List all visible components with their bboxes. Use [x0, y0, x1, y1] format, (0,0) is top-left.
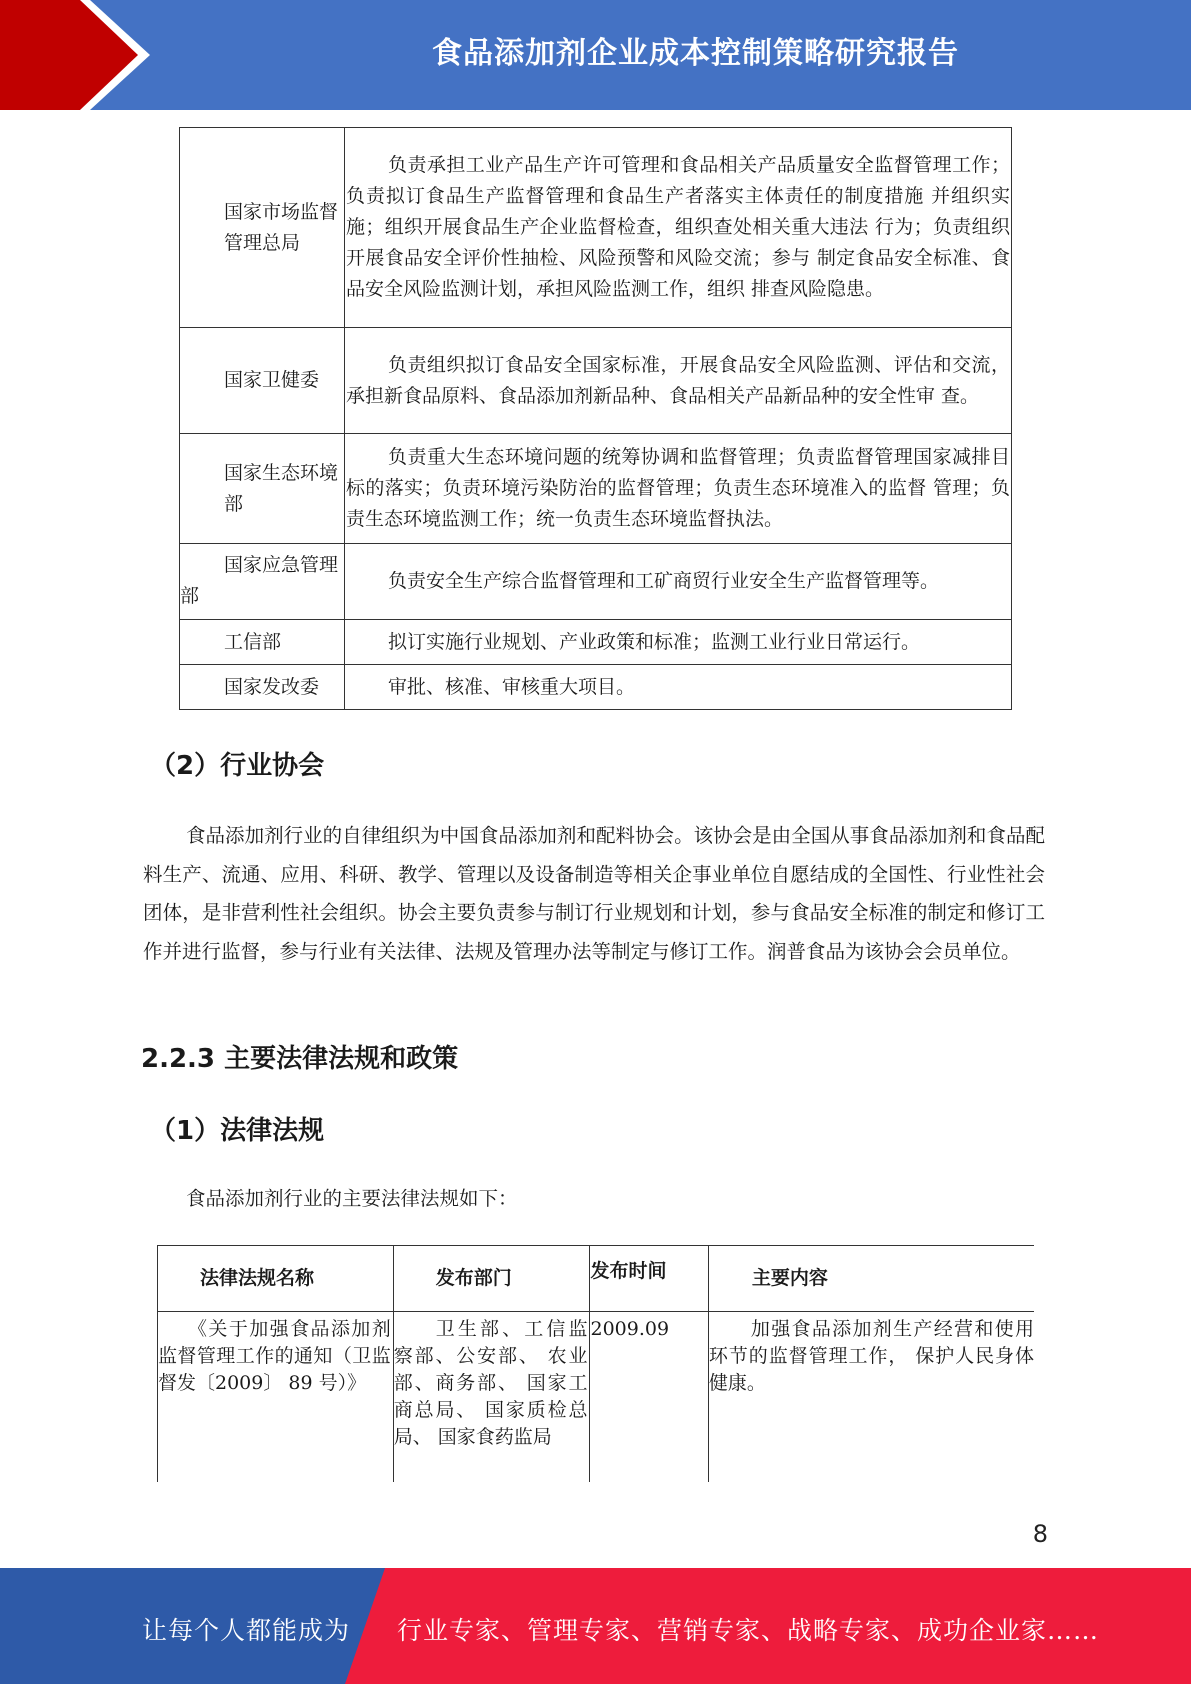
page-number: 8 [1032, 1520, 1048, 1548]
agency-name: 工信部 [180, 620, 345, 665]
table-row [180, 128, 1012, 328]
header-band [0, 0, 1191, 110]
table-row [158, 1312, 1035, 1483]
agency-duty: 负责组织拟订食品安全国家标准，开展食品安全风险监测、评估和交流，承担新食品原料、食品添加剂新品种、食品相关产品新品种的安全性审 查。 [345, 328, 1012, 434]
header-red-arrow [0, 0, 150, 110]
table-header-row [158, 1246, 1035, 1312]
column-header-dept: 发布部门 [393, 1246, 590, 1312]
agency-name: 国家生态环境 部 [180, 434, 345, 544]
column-header-date: 发布时间 [590, 1246, 708, 1312]
agency-name: 国家发改委 [180, 665, 345, 710]
footer-slogan-right: 行业专家、管理专家、营销专家、战略专家、成功企业家…… [397, 1616, 1100, 1645]
association-paragraph: 食品添加剂行业的自律组织为中国食品添加剂和配料协会。该协会是由全国从事食品添加剂和食品配料生产、流通、应用、科研、教学、管理以及设备制造等相关企事业单位自愿结成的全国性、行业性社会团体，是非营利性社会组织。协会主要负责参与制订行业规划和计划，参与食品安全标准的制定和修订工作并进行监督，参与行业有关法律、法规及管理办法等制定与修订工作。润普食品为该协会会员单位。 [143, 824, 1045, 963]
agency-duty: 负责安全生产综合监督管理和工矿商贸行业安全生产监督管理等。 [345, 544, 1012, 620]
column-header-content: 主要内容 [708, 1246, 1034, 1312]
agency-name: 国家应急管理 部 [180, 544, 345, 620]
agency-name: 国家市场监督 管理总局 [180, 128, 345, 328]
agency-duty: 负责重大生态环境问题的统筹协调和监督管理；负责监督管理国家减排目标的落实；负责环境污染防治的监督管理；负责生态环境准入的监督 管理；负责生态环境监测工作；统一负责生态环境监督执法。 [345, 434, 1012, 544]
association-heading: （2）行业协会 [150, 751, 325, 781]
agency-duty: 审批、核准、审核重大项目。 [345, 665, 1012, 710]
column-header-name: 法律法规名称 [158, 1246, 394, 1312]
footer-slogan-left: 让每个人都能成为 [142, 1616, 351, 1645]
table-row [180, 328, 1012, 434]
law-date: 2009.09 [590, 1312, 708, 1483]
laws-section-heading: 2.2.3 主要法律法规和政策 [141, 1044, 459, 1074]
footer-band [0, 1568, 1191, 1684]
agency-table [179, 127, 1012, 710]
agency-duty: 拟订实施行业规划、产业政策和标准；监测工业行业日常运行。 [345, 620, 1012, 665]
table-row [180, 620, 1012, 665]
table-row [180, 544, 1012, 620]
law-table [157, 1245, 1034, 1482]
laws-intro: 食品添加剂行业的主要法律法规如下： [186, 1187, 518, 1210]
laws-sub-heading: （1）法律法规 [150, 1116, 325, 1146]
report-title: 食品添加剂企业成本控制策略研究报告 [432, 36, 959, 71]
table-row [180, 434, 1012, 544]
law-content: 加强食品添加剂生产经营和使用环节的监督管理工作， 保护人民身体健康。 [708, 1318, 1034, 1394]
agency-name: 国家卫健委 [180, 328, 345, 434]
law-dept: 卫生部、工信监察部、公安部、 农业部、商务部、 国家工商总局、 国家质检总局、 国家食药监局 [393, 1312, 590, 1483]
law-name: 《关于加强食品添加剂监督管理工作的通知（卫监督发〔2009〕 89 号）》 [158, 1312, 394, 1483]
agency-duty: 负责承担工业产品生产许可管理和食品相关产品质量安全监督管理工作；负责拟订食品生产监督管理和食品生产者落实主体责任的制度措施 并组织实施；组织开展食品生产企业监督检查，组织查处相关重大违法 行为；负责组织开展食品安全评价性抽检、风险预警和风险交流；参与 制定食品安全标准、食品安全风险监测计划，承担风险监测工作，组织 排查风险隐患。 [345, 128, 1012, 328]
table-row [180, 665, 1012, 710]
